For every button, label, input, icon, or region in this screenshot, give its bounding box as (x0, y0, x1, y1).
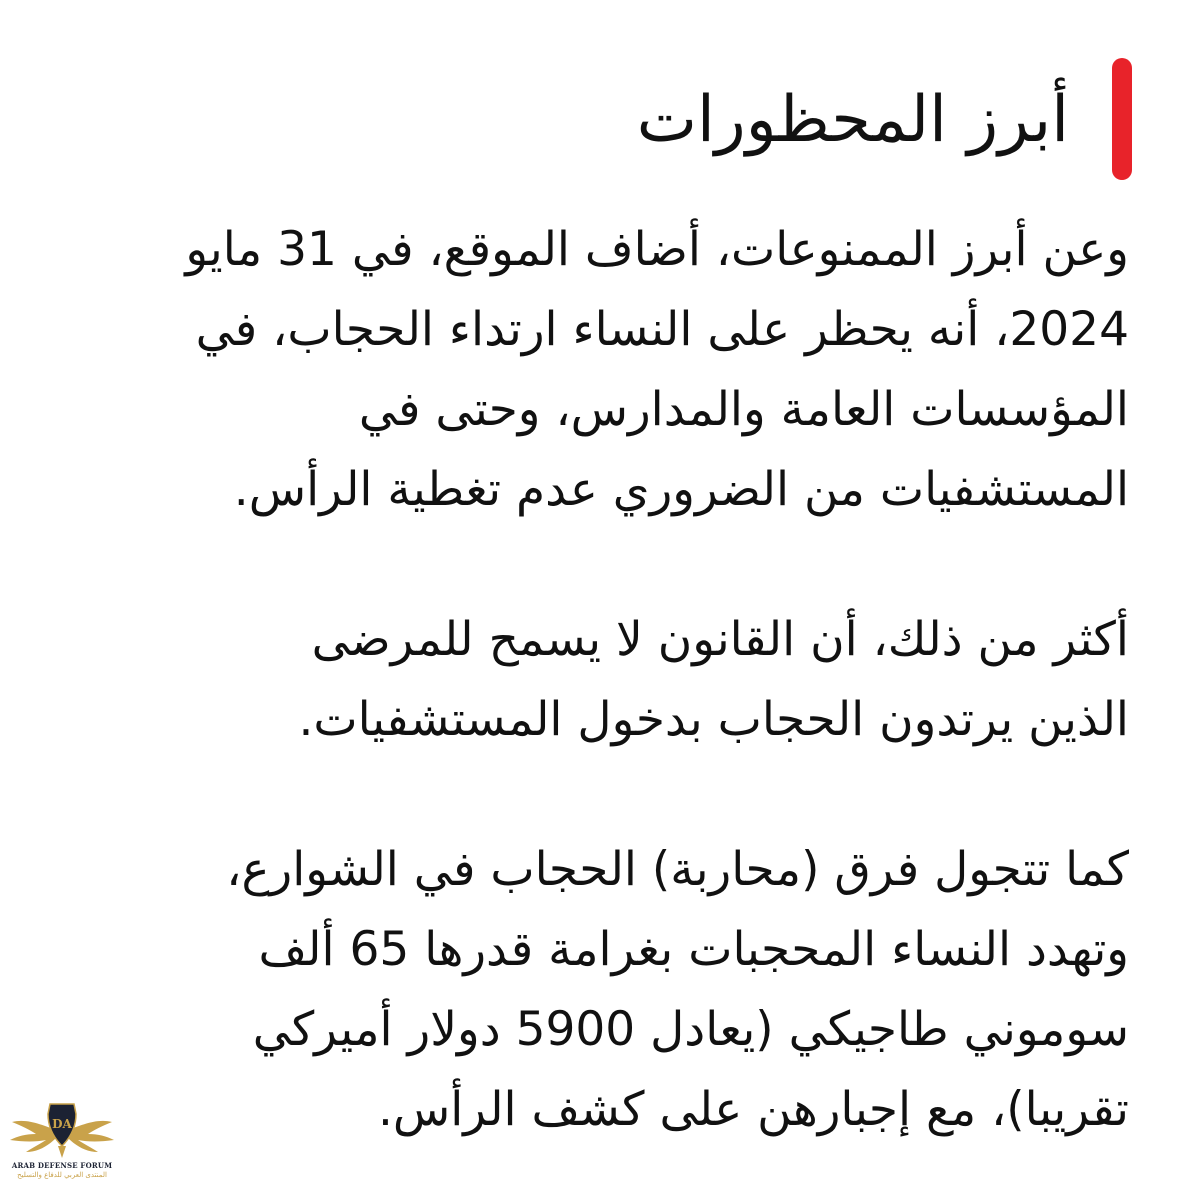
paragraph-line: 2024، أنه يحظر على النساء ارتداء الحجاب، في (195, 302, 1129, 357)
paragraph-3 (59, 830, 1129, 1150)
paragraph-line: المؤسسات العامة والمدارس، وحتى في (358, 382, 1129, 437)
paragraph-line: المستشفيات من الضروري عدم تغطية الرأس. (233, 462, 1129, 517)
paragraph-line: الذين يرتدون الحجاب بدخول المستشفيات. (298, 692, 1129, 747)
paragraph-line: سوموني طاجيكي (يعادل 5900 دولار أميركي (252, 1002, 1129, 1057)
arab-defense-forum-logo (6, 1100, 118, 1182)
logo-emblem-text: DA (52, 1117, 72, 1131)
paragraph-line: وعن أبرز الممنوعات، أضاف الموقع، في 31 مايو (185, 222, 1129, 277)
paragraph-2 (59, 600, 1129, 760)
paragraph-line: كما تتجول فرق (محاربة) الحجاب في الشوارع، (226, 842, 1129, 897)
logo-english-text: ARAB DEFENSE FORUM (11, 1161, 113, 1170)
paragraph-line: تقريبا)، مع إجبارهن على كشف الرأس. (377, 1082, 1129, 1137)
paragraph-line: أكثر من ذلك، أن القانون لا يسمح للمرضى (311, 612, 1129, 667)
paragraph-1 (59, 210, 1129, 530)
page-title: أبرز المحظورات (636, 83, 1069, 157)
eagle-wings-icon (6, 1100, 118, 1162)
heading-accent-bar (1112, 58, 1132, 180)
paragraph-line: وتهدد النساء المحجبات بغرامة قدرها 65 ألف (258, 922, 1129, 977)
logo-arabic-text: المنتدى العربي للدفاع والتسليح (17, 1171, 107, 1179)
